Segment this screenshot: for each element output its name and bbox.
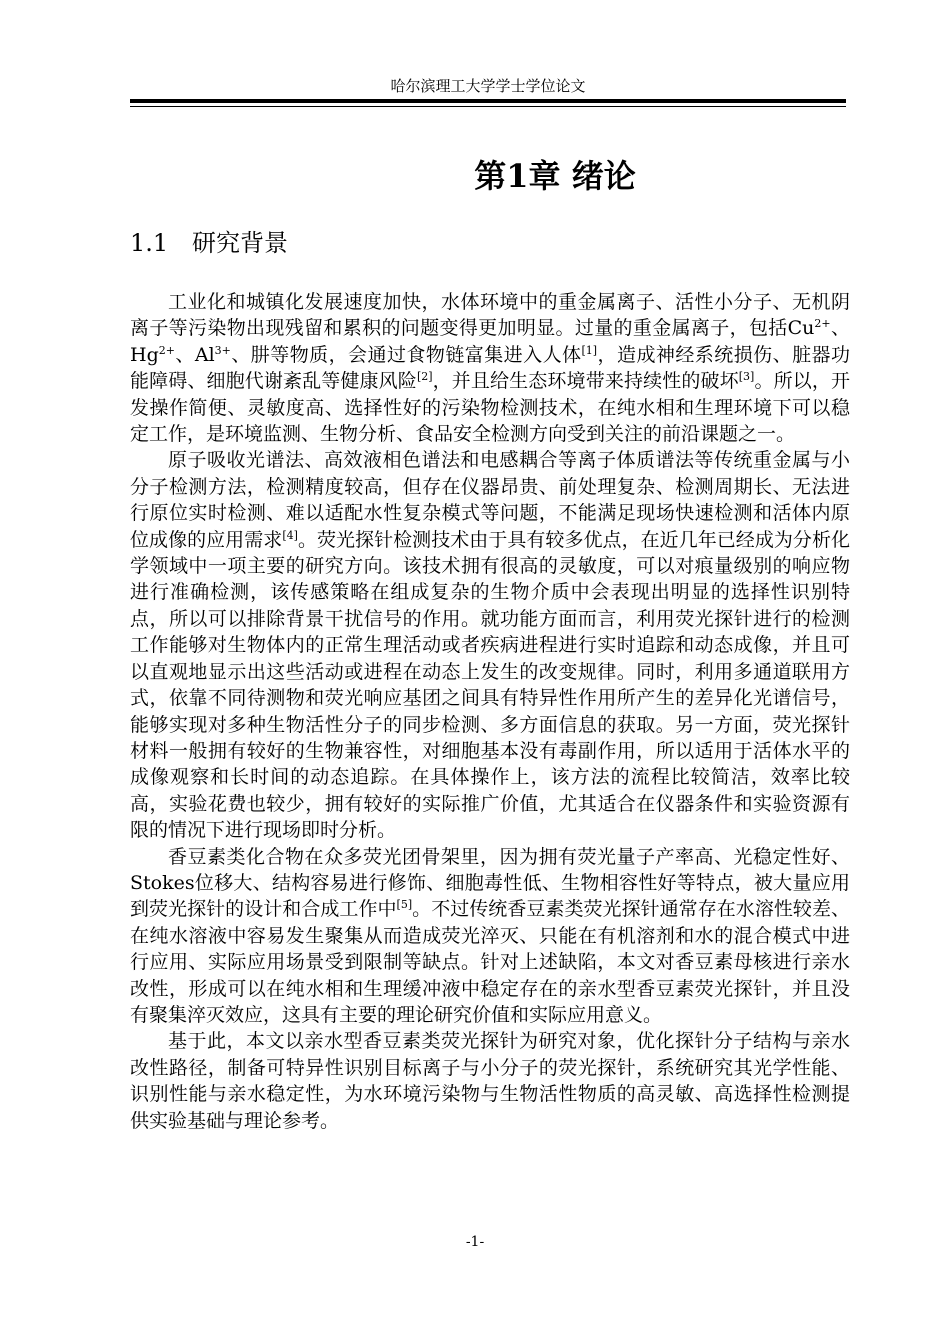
paragraph <box>130 289 850 447</box>
text-run: 香豆素类化合物在众多荧光团骨架里，因为拥有荧光量子产率高、光稳定性好、Stokes位移大、结构容易进行修饰、细胞毒性低、生物相容性好等特点，被大量应用到荧光探针的设计和合成工作中 <box>130 845 850 921</box>
header-rule-thin <box>130 106 846 107</box>
paragraph <box>130 1028 850 1134</box>
header-rule-thick <box>130 99 846 103</box>
superscript: [5] <box>396 898 413 912</box>
superscript: [2] <box>416 370 433 384</box>
superscript: 2+ <box>158 343 175 357</box>
text-run: 工业化和城镇化发展速度加快，水体环境中的重金属离子、活性小分子、无机阴离子等污染物出现残留和累积的问题变得更加明显。过量的重金属离子，包括Cu <box>130 291 850 340</box>
superscript: 2+ <box>814 317 831 331</box>
text-run: 。不过传统香豆素类荧光探针通常存在水溶性较差、在纯水溶液中容易发生聚集从而造成荧光淬灭、只能在有机溶剂和水的混合模式中进行应用、实际应用场景受到限制等缺点。针对上述缺陷，本文对香豆素母核进行亲水改性，形成可以在纯水相和生理缓冲液中稳定存在的亲水型香豆素荧光探针，并且没有聚集淬灭效应，这具有主要的理论研究价值和实际应用意义。 <box>130 898 850 1026</box>
section-heading <box>130 227 288 259</box>
superscript: 3+ <box>214 343 231 357</box>
text-run: 、Hg <box>130 317 850 366</box>
text-run: 。荧光探针检测技术由于具有较多优点，在近几年已经成为分析化学领域中一项主要的研究方向。该技术拥有很高的灵敏度，可以对痕量级别的响应物进行准确检测，该传感策略在组成复杂的生物介质中会表现出明显的选择性识别特点，所以可以排除背景干扰信号的作用。就功能方面而言，利用荧光探针进行的检测工作能够对生物体内的正常生理活动或者疾病进程进行实时追踪和动态成像，并且可以直观地显示出这些活动或进程在动态上发生的改变规律。同时，利用多通道联用方式，依靠不同待测物和荧光响应基团之间具有特异性作用所产生的差异化光谱信号，能够实现对多种生物活性分子的同步检测、多方面信息的获取。另一方面，荧光探针材料一般拥有较好的生物兼容性，对细胞基本没有毒副作用，所以适用于活体水平的成像观察和长时间的动态追踪。在具体操作上，该方法的流程比较简洁，效率比较高，实验花费也较少，拥有较好的实际推广价值，尤其适合在仪器条件和实验资源有限的情况下进行现场即时分析。 <box>130 528 850 842</box>
paragraph <box>130 447 850 843</box>
chapter-title: 第1章 绪论 <box>474 157 636 195</box>
running-header: 哈尔滨理工大学学士学位论文 <box>390 77 586 95</box>
text-run: 基于此，本文以亲水型香豆素类荧光探针为研究对象，优化探针分子结构与亲水改性路径，制备可特异性识别目标离子与小分子的荧光探针，系统研究其光学性能、识别性能与亲水稳定性，为水环境污染物与生物活性物质的高灵敏、高选择性检测提供实验基础与理论参考。 <box>130 1030 850 1132</box>
text-run: 。所以，开发操作简便、灵敏度高、选择性好的污染物检测技术，在纯水相和生理环境下可以稳定工作，是环境监测、生物分析、食品安全检测方向受到关注的前沿课题之一。 <box>130 370 850 446</box>
text-run: 、肼等物质，会通过食物链富集进入人体 <box>230 343 582 366</box>
section-title: 研究背景 <box>192 229 288 257</box>
paragraph <box>130 844 850 1029</box>
page-number: -1- <box>465 1234 485 1250</box>
text-run: ，造成神经系统损伤、脏器功能障碍、细胞代谢紊乱等健康风险 <box>130 343 850 393</box>
body-text <box>130 289 850 1134</box>
text-run: ，并且给生态环境带来持续性的破坏 <box>432 370 739 393</box>
superscript: [1] <box>581 343 598 357</box>
section-number: 1.1 <box>130 229 169 257</box>
text-run: 原子吸收光谱法、高效液相色谱法和电感耦合等离子体质谱法等传统重金属与小分子检测方法，检测精度较高，但存在仪器昂贵、前处理复杂、检测周期长、无法进行原位实时检测、难以适配水性复杂模式等问题，不能满足现场快速检测和活体内原位成像的应用需求 <box>130 449 850 551</box>
superscript: [3] <box>738 370 755 384</box>
text-run: 、Al <box>174 343 215 366</box>
superscript: [4] <box>282 528 298 542</box>
